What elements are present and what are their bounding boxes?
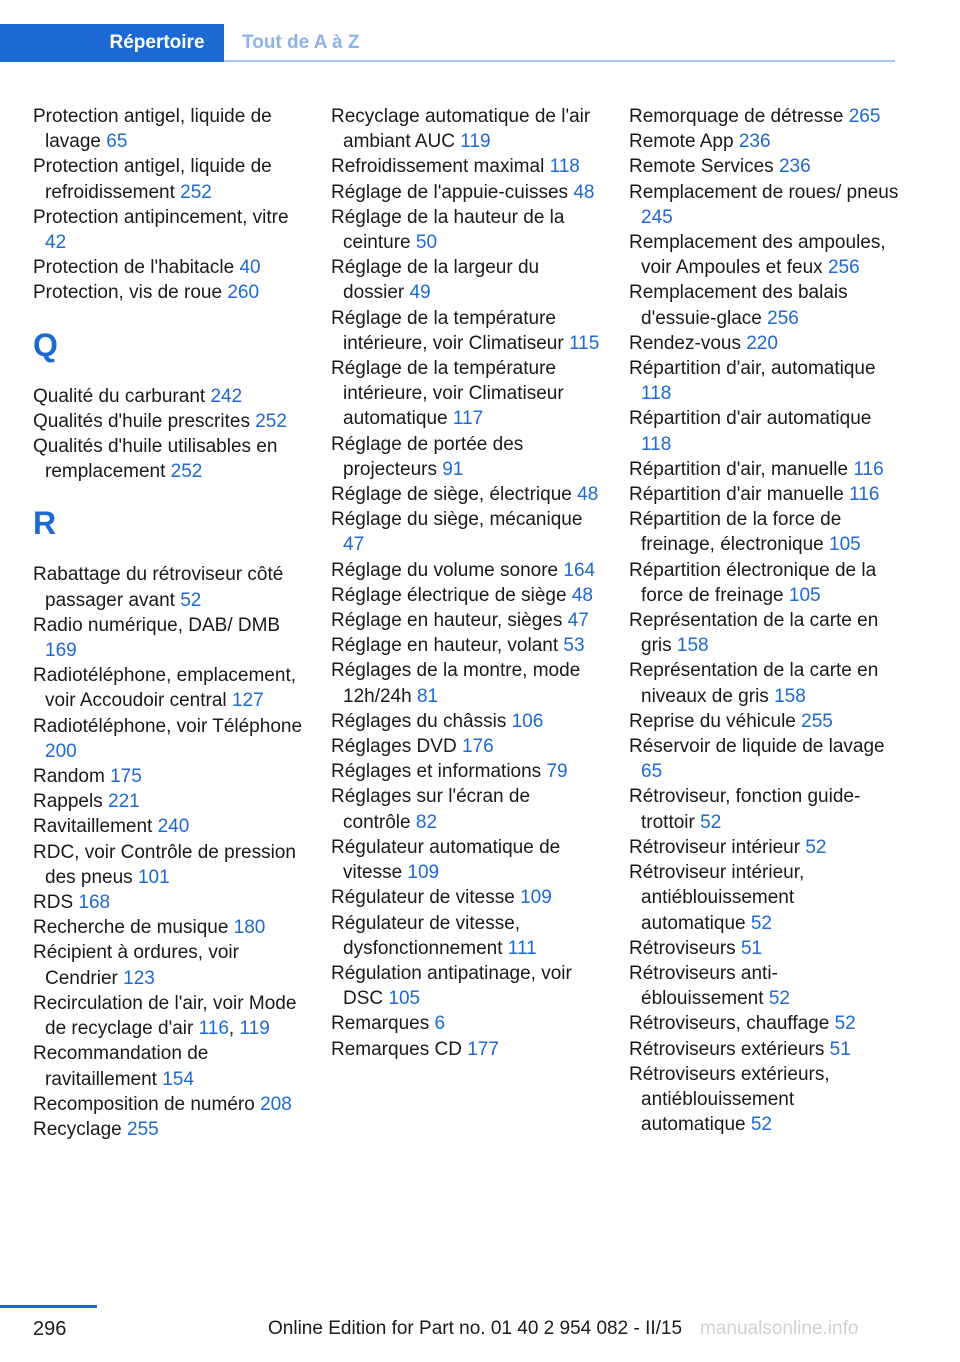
index-term: Réglages du châssis (331, 710, 507, 732)
index-entry (629, 280, 899, 330)
index-term: Réglage du volume sonore (331, 559, 559, 581)
page-link[interactable]: 52 (700, 811, 722, 833)
page-link[interactable]: 106 (511, 710, 544, 732)
index-term: Rétroviseurs (629, 937, 736, 959)
index-term: Réglage électrique de siège (331, 584, 567, 606)
index-term: Réglage de la température intérieure, voir Climatiseur automatique (331, 358, 564, 430)
index-term: Réglage de siège, électrique (331, 484, 572, 506)
page-link[interactable]: 180 (233, 917, 266, 939)
index-term: Régulateur automatique de vitesse (331, 836, 561, 884)
index-entry (331, 658, 601, 708)
index-term: Protection antigel, liquide de lavage (33, 106, 272, 153)
index-term: Réglage de la température intérieure, voir Climatiseur (331, 307, 564, 354)
page-link[interactable]: 220 (746, 332, 778, 354)
index-term: Réglage en hauteur, volant (331, 635, 559, 657)
index-entry (33, 562, 303, 612)
index-term: Protection, vis de roue (33, 282, 223, 304)
index-entry (629, 180, 899, 230)
index-term: Recyclage (33, 1118, 122, 1140)
index-term: Rétroviseurs extérieurs, antiéblouissement automatique (629, 1063, 830, 1136)
page-link[interactable]: 123 (123, 967, 155, 989)
index-term: Recommandation de ravitaillement (33, 1043, 209, 1090)
index-term: Rétroviseurs, chauffage (629, 1013, 830, 1035)
index-term: Représentation de la carte en gris (629, 610, 879, 657)
page-link[interactable]: 105 (829, 534, 861, 556)
page-link[interactable]: 52 (768, 988, 790, 1010)
index-entry (331, 205, 601, 255)
index-term: Rétroviseur intérieur (629, 836, 801, 858)
index-entry (629, 1011, 899, 1036)
index-column-1 (33, 104, 303, 1142)
page-link[interactable]: 52 (805, 836, 827, 858)
page-link[interactable]: 109 (520, 887, 552, 909)
index-term: Remplacement des ampoules, voir Ampoules et feux (629, 232, 886, 279)
page-link[interactable]: 177 (467, 1038, 499, 1060)
index-term: Remote App (629, 131, 734, 153)
index-entry (629, 860, 899, 936)
header-tabs (0, 24, 895, 62)
page-link[interactable]: 53 (563, 635, 585, 657)
page-link[interactable]: 236 (778, 156, 811, 178)
page-link[interactable]: 52 (834, 1013, 856, 1035)
index-term: RDS (33, 892, 74, 914)
index-entry (629, 658, 899, 708)
index-entry (629, 104, 899, 129)
index-term: Régulation antipatinage, voir DSC (331, 962, 572, 1010)
index-term: Récipient à ordures, voir Cendrier (33, 942, 239, 989)
page-link[interactable]: 116 (198, 1018, 229, 1040)
index-term: Régulateur de vitesse, dysfonctionnement (331, 912, 521, 959)
page-link[interactable]: 119 (460, 131, 491, 153)
index-entry (629, 331, 899, 356)
page-link[interactable]: 255 (801, 710, 833, 732)
index-entry (331, 180, 601, 205)
index-entry (331, 583, 601, 608)
index-term: Réglages DVD (331, 736, 457, 758)
index-entry (33, 280, 303, 305)
page-link[interactable]: 79 (546, 761, 568, 783)
page-link[interactable]: 252 (255, 410, 287, 432)
page-link[interactable]: 221 (108, 791, 140, 813)
index-term: Remplacement des balais d'essuie-glace (629, 282, 848, 329)
index-entry (629, 558, 899, 608)
page-link[interactable]: 168 (78, 892, 111, 914)
index-term: Protection de l'habitacle (33, 257, 235, 279)
index-entry (33, 814, 303, 839)
index-entry (629, 230, 899, 280)
index-term: Refroidissement maximal (331, 156, 545, 178)
page-link[interactable]: 154 (162, 1068, 194, 1090)
index-entry (629, 734, 899, 784)
index-entry (331, 1011, 601, 1036)
index-entry (331, 558, 601, 583)
index-entry (331, 885, 601, 910)
index-entry (629, 507, 899, 557)
index-term: RDC, voir Contrôle de pression des pneus (33, 841, 296, 888)
index-entry (629, 784, 899, 834)
watermark: manualsonline.info (700, 1318, 859, 1339)
page-link[interactable]: 105 (388, 988, 421, 1010)
page-link[interactable]: 256 (827, 257, 860, 279)
index-term: Remarques (331, 1013, 430, 1035)
index-term: Réglage de la largeur du dossier (331, 257, 540, 304)
index-entry (33, 764, 303, 789)
tab-repertoire[interactable]: Répertoire (0, 24, 224, 62)
section-letter: Q (33, 326, 58, 363)
page-link[interactable]: 105 (788, 584, 821, 606)
index-term: Random (33, 766, 105, 788)
index-entry (629, 356, 899, 406)
tab-tout-de-a-a-z[interactable]: Tout de A à Z (242, 32, 360, 53)
page-number: 296 (33, 1318, 67, 1340)
index-entry (331, 432, 601, 482)
page-link[interactable]: 169 (45, 640, 77, 662)
index-term: Qualités d'huile prescrites (33, 410, 250, 432)
page-link[interactable]: 200 (45, 740, 77, 762)
index-term: Réglage de portée des projecteurs (331, 433, 524, 480)
index-term: Remorquage de détresse (629, 106, 844, 127)
index-entry (331, 482, 601, 507)
page-link[interactable]: 208 (260, 1093, 292, 1115)
index-term: Représentation de la carte en niveaux de gris (629, 660, 879, 707)
page-link[interactable]: 65 (641, 761, 663, 783)
index-term: Remarques CD (331, 1038, 462, 1060)
index-term: Répartition d'air automatique (629, 408, 872, 430)
page-link[interactable]: 91 (442, 458, 464, 480)
index-entry (331, 507, 601, 557)
index-term: Recomposition de numéro (33, 1093, 255, 1115)
index-term: Répartition électronique de la force de freinage (629, 559, 877, 606)
index-term: Protection antipincement, vitre (33, 206, 289, 228)
index-entry (629, 457, 899, 482)
page-link[interactable]: 115 (568, 332, 600, 354)
index-entry (33, 613, 303, 663)
index-entry (629, 961, 899, 1011)
index-term: Répartition d'air, automatique (629, 358, 876, 380)
page-link[interactable]: 111 (507, 937, 537, 959)
index-entry (33, 384, 303, 409)
index-term: Rabattage du rétroviseur côté passager avant (33, 564, 284, 611)
page-link[interactable]: 116 (853, 458, 884, 480)
index-entry (629, 608, 899, 658)
index-entry (33, 205, 303, 255)
index-term: Régulateur de vitesse (331, 887, 515, 909)
index-entry (33, 434, 303, 484)
page-link[interactable]: 265 (848, 106, 881, 127)
index-entry (33, 1092, 303, 1117)
index-entry (331, 709, 601, 734)
page-link[interactable]: 255 (127, 1118, 159, 1140)
page-link[interactable]: 252 (180, 181, 212, 203)
index-entry (331, 835, 601, 885)
edition-note: Online Edition for Part no. 01 40 2 954 082 - II/15 (268, 1318, 683, 1339)
index-entry (331, 154, 601, 179)
index-term: Ravitaillement (33, 816, 153, 838)
index-term: Réservoir de liquide de lavage (629, 736, 885, 758)
index-entry (331, 1037, 601, 1062)
index-term: Répartition d'air, manuelle (629, 458, 849, 480)
page-link[interactable]: 6 (434, 1013, 446, 1035)
index-term: Réglages et informations (331, 761, 542, 783)
index-entry (331, 759, 601, 784)
index-entry (629, 835, 899, 860)
index-entry (629, 129, 899, 154)
index-term: Rétroviseur intérieur, antiéblouissement automatique (629, 862, 805, 934)
page-link[interactable]: 40 (239, 257, 261, 279)
page-link[interactable]: 82 (415, 811, 438, 833)
index-term: Radio numérique, DAB/ DMB (33, 614, 281, 636)
index-term: Réglage de la hauteur de la ceinture (331, 206, 565, 254)
index-term: Rappels (33, 791, 103, 813)
index-entry (33, 890, 303, 915)
index-term: Répartition de la force de freinage, électronique (629, 509, 842, 556)
page-link[interactable]: 109 (407, 862, 440, 884)
index-entry (331, 784, 601, 834)
index-term: Recirculation de l'air, voir Mode de recyclage d'air (33, 992, 297, 1040)
index-entry (629, 1037, 899, 1062)
index-entry (33, 940, 303, 990)
index-term: Qualité du carburant (33, 385, 206, 407)
page-link[interactable]: 52 (180, 589, 202, 611)
page-link[interactable]: 116 (849, 484, 880, 506)
page-link[interactable]: 117 (452, 408, 484, 430)
page-link[interactable]: 158 (676, 635, 709, 657)
index-entry (331, 306, 601, 356)
page-link[interactable]: 51 (829, 1038, 851, 1060)
index-entry (33, 1117, 303, 1142)
index-term: Répartition d'air manuelle (629, 484, 844, 506)
page-link[interactable]: 158 (774, 685, 806, 707)
index-term: Reprise du véhicule (629, 710, 796, 732)
page-link[interactable]: 242 (210, 385, 243, 407)
page-link[interactable]: 52 (750, 1114, 772, 1136)
page-link[interactable]: 236 (738, 131, 771, 153)
index-entry (331, 608, 601, 633)
page-link[interactable]: 127 (231, 690, 264, 712)
page-link[interactable]: 101 (137, 866, 170, 888)
index-entry (331, 255, 601, 305)
index-entry (629, 1062, 899, 1138)
page-link[interactable]: 118 (641, 383, 672, 405)
index-entry (33, 154, 303, 204)
header-rule (224, 60, 895, 62)
page-link[interactable]: 252 (170, 461, 203, 483)
page-number-rule (0, 1305, 97, 1308)
index-entry (331, 356, 601, 432)
index-term: Réglage de l'appuie-cuisses (331, 181, 569, 203)
index-term: Rendez-vous (629, 332, 741, 354)
index-entry (33, 840, 303, 890)
index-term: Réglages de la montre, mode 12h/24h (331, 660, 581, 707)
section-letter: R (33, 505, 57, 542)
index-term: Rétroviseur, fonction guide-trottoir (629, 786, 861, 833)
page-link[interactable]: 42 (45, 232, 67, 254)
page-link[interactable]: 47 (343, 534, 365, 556)
index-entry (33, 104, 303, 154)
page-link[interactable]: 256 (767, 307, 799, 329)
index-entry (331, 633, 601, 658)
index-entry (33, 915, 303, 940)
index-term: Réglages sur l'écran de contrôle (331, 786, 531, 833)
index-entry (33, 409, 303, 434)
index-term: Radiotéléphone, emplacement, voir Accoudoir central (33, 665, 297, 712)
page-link[interactable]: 52 (750, 912, 772, 934)
index-entry (331, 911, 601, 961)
index-entry (629, 406, 899, 456)
index-term: Qualités d'huile utilisables en remplacement (33, 436, 278, 483)
index-entry (33, 789, 303, 814)
page-link[interactable]: 260 (227, 282, 260, 304)
index-entry (629, 482, 899, 507)
page-link[interactable]: 50 (415, 232, 438, 254)
index-term: Rétroviseurs extérieurs (629, 1038, 825, 1060)
index-entry (33, 255, 303, 280)
index-term: Protection antigel, liquide de refroidissement (33, 156, 272, 203)
index-term: Remplacement de roues/ pneus (629, 181, 899, 203)
page-link[interactable]: 164 (563, 559, 596, 581)
page-link[interactable]: 51 (740, 937, 763, 959)
index-column-2 (331, 104, 601, 1062)
page-link[interactable]: 81 (416, 685, 439, 707)
index-term: Rétroviseurs anti-éblouissement (629, 962, 778, 1010)
page-link[interactable]: 240 (157, 816, 190, 838)
index-term: Réglage en hauteur, sièges (331, 610, 563, 632)
page-link[interactable]: 48 (571, 584, 593, 606)
index-term: Recherche de musique (33, 917, 229, 939)
index-entry (629, 709, 899, 734)
index-term: Réglage du siège, mécanique (331, 509, 583, 531)
page-link[interactable]: 118 (641, 433, 672, 455)
index-term: Remote Services (629, 156, 774, 178)
page-link[interactable]: 49 (409, 282, 431, 304)
index-entry (33, 663, 303, 713)
index-entry (331, 734, 601, 759)
index-entry (331, 104, 601, 154)
index-entry (33, 1041, 303, 1091)
page-link[interactable]: 47 (567, 610, 589, 632)
page-link[interactable]: 175 (110, 766, 142, 788)
index-entry (629, 936, 899, 961)
index-entry (33, 714, 303, 764)
page-link[interactable]: 119 (239, 1018, 270, 1040)
page-link[interactable]: 176 (461, 736, 494, 758)
index-term: Recyclage automatique de l'air ambiant AUC (331, 106, 591, 153)
page-link[interactable]: 65 (106, 131, 128, 153)
page-link[interactable]: 245 (641, 206, 673, 228)
index-entry (331, 961, 601, 1011)
index-entry: Recirculation de l'air, voir Mode de recyclage d'air 116, 119 (33, 992, 297, 1040)
page-link[interactable]: 48 (573, 181, 595, 203)
index-entry (629, 154, 899, 179)
index-term: Radiotéléphone, voir Téléphone (33, 715, 303, 737)
page-link[interactable]: 48 (577, 484, 599, 506)
page-link[interactable]: 118 (549, 156, 580, 178)
index-column-3 (629, 104, 899, 1137)
